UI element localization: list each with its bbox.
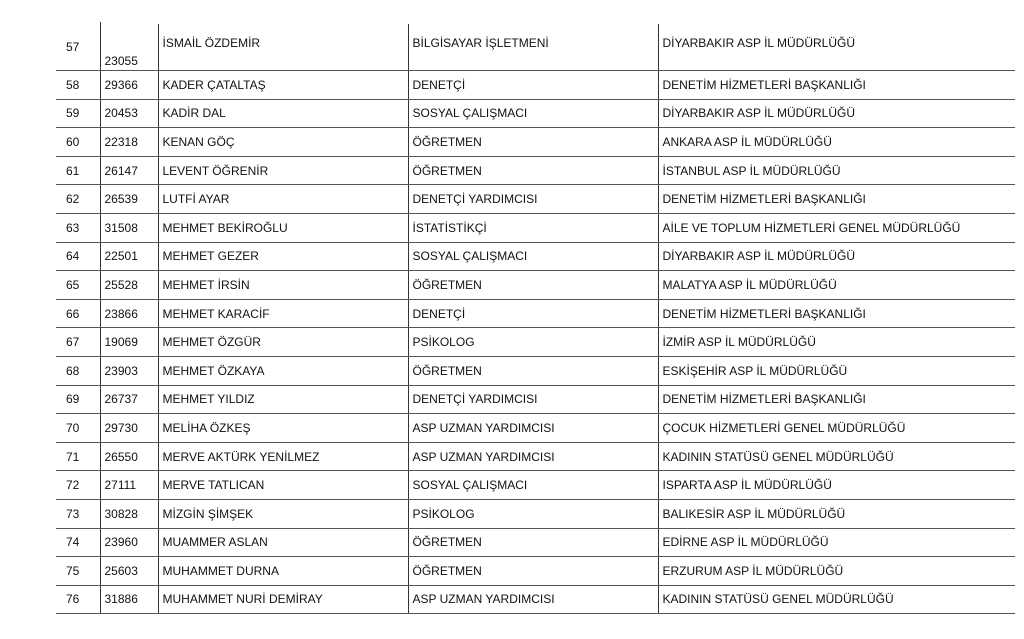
table-row bbox=[56, 242, 1015, 271]
person-name: İSMAİL ÖZDEMİR bbox=[158, 24, 408, 71]
table-row bbox=[56, 156, 1015, 185]
row-number: 70 bbox=[56, 414, 100, 443]
table-row bbox=[56, 271, 1015, 300]
registry-number: 31508 bbox=[100, 213, 158, 242]
job-title: SOSYAL ÇALIŞMACI bbox=[408, 99, 658, 128]
job-title: ÖĞRETMEN bbox=[408, 528, 658, 557]
job-title: DENETÇİ YARDIMCISI bbox=[408, 385, 658, 414]
work-unit: İZMİR ASP İL MÜDÜRLÜĞÜ bbox=[658, 328, 1015, 357]
table-row bbox=[56, 99, 1015, 128]
registry-number: 22501 bbox=[100, 242, 158, 271]
table-row bbox=[56, 71, 1015, 100]
registry-number: 26147 bbox=[100, 156, 158, 185]
row-number: 74 bbox=[56, 528, 100, 557]
table-row bbox=[56, 585, 1015, 614]
job-title: ASP UZMAN YARDIMCISI bbox=[408, 442, 658, 471]
work-unit: DENETİM HİZMETLERİ BAŞKANLIĞI bbox=[658, 385, 1015, 414]
registry-number: 31886 bbox=[100, 585, 158, 614]
row-number: 58 bbox=[56, 71, 100, 100]
registry-number: 26550 bbox=[100, 442, 158, 471]
work-unit: ÇOCUK HİZMETLERİ GENEL MÜDÜRLÜĞÜ bbox=[658, 414, 1015, 443]
job-title: DENETÇİ YARDIMCISI bbox=[408, 185, 658, 214]
table-row bbox=[56, 128, 1015, 157]
row-number: 63 bbox=[56, 213, 100, 242]
table-row bbox=[56, 299, 1015, 328]
job-title: BİLGİSAYAR İŞLETMENİ bbox=[408, 24, 658, 71]
person-name: LUTFİ AYAR bbox=[158, 185, 408, 214]
person-name: MEHMET İRSİN bbox=[158, 271, 408, 300]
person-name: MEHMET YILDIZ bbox=[158, 385, 408, 414]
person-name: KADER ÇATALTAŞ bbox=[158, 71, 408, 100]
person-name: KADİR DAL bbox=[158, 99, 408, 128]
personnel-table-body bbox=[56, 24, 1015, 614]
registry-number: 30828 bbox=[100, 499, 158, 528]
row-number: 59 bbox=[56, 99, 100, 128]
table-row bbox=[56, 385, 1015, 414]
registry-number: 25603 bbox=[100, 557, 158, 586]
person-name: MUHAMMET NURİ DEMİRAY bbox=[158, 585, 408, 614]
work-unit: İSTANBUL ASP İL MÜDÜRLÜĞÜ bbox=[658, 156, 1015, 185]
job-title: ÖĞRETMEN bbox=[408, 128, 658, 157]
person-name: MUAMMER ASLAN bbox=[158, 528, 408, 557]
job-title: ÖĞRETMEN bbox=[408, 356, 658, 385]
job-title: ÖĞRETMEN bbox=[408, 271, 658, 300]
table-row bbox=[56, 213, 1015, 242]
job-title: İSTATİSTİKÇİ bbox=[408, 213, 658, 242]
work-unit: MALATYA ASP İL MÜDÜRLÜĞÜ bbox=[658, 271, 1015, 300]
work-unit: ANKARA ASP İL MÜDÜRLÜĞÜ bbox=[658, 128, 1015, 157]
job-title: ASP UZMAN YARDIMCISI bbox=[408, 585, 658, 614]
person-name: MİZGİN ŞİMŞEK bbox=[158, 499, 408, 528]
registry-number: 19069 bbox=[100, 328, 158, 357]
work-unit: KADININ STATÜSÜ GENEL MÜDÜRLÜĞÜ bbox=[658, 585, 1015, 614]
work-unit: KADININ STATÜSÜ GENEL MÜDÜRLÜĞÜ bbox=[658, 442, 1015, 471]
work-unit: DENETİM HİZMETLERİ BAŞKANLIĞI bbox=[658, 185, 1015, 214]
job-title: SOSYAL ÇALIŞMACI bbox=[408, 471, 658, 500]
registry-number: 27111 bbox=[100, 471, 158, 500]
work-unit: BALIKESİR ASP İL MÜDÜRLÜĞÜ bbox=[658, 499, 1015, 528]
table-row bbox=[56, 356, 1015, 385]
row-number: 76 bbox=[56, 585, 100, 614]
job-title: SOSYAL ÇALIŞMACI bbox=[408, 242, 658, 271]
person-name: MEHMET ÖZGÜR bbox=[158, 328, 408, 357]
work-unit: DİYARBAKIR ASP İL MÜDÜRLÜĞÜ bbox=[658, 99, 1015, 128]
table-row bbox=[56, 499, 1015, 528]
registry-number: 23903 bbox=[100, 356, 158, 385]
table-row bbox=[56, 24, 1015, 71]
table-row bbox=[56, 442, 1015, 471]
job-title: ÖĞRETMEN bbox=[408, 156, 658, 185]
person-name: MERVE AKTÜRK YENİLMEZ bbox=[158, 442, 408, 471]
job-title: PSİKOLOG bbox=[408, 328, 658, 357]
row-number: 66 bbox=[56, 299, 100, 328]
job-title: ÖĞRETMEN bbox=[408, 557, 658, 586]
work-unit: ISPARTA ASP İL MÜDÜRLÜĞÜ bbox=[658, 471, 1015, 500]
table-row bbox=[56, 328, 1015, 357]
person-name: MUHAMMET DURNA bbox=[158, 557, 408, 586]
work-unit: DİYARBAKIR ASP İL MÜDÜRLÜĞÜ bbox=[658, 242, 1015, 271]
work-unit: DİYARBAKIR ASP İL MÜDÜRLÜĞÜ bbox=[658, 24, 1015, 71]
person-name: MEHMET ÖZKAYA bbox=[158, 356, 408, 385]
row-number: 73 bbox=[56, 499, 100, 528]
row-number: 61 bbox=[56, 156, 100, 185]
work-unit: EDİRNE ASP İL MÜDÜRLÜĞÜ bbox=[658, 528, 1015, 557]
row-number: 68 bbox=[56, 356, 100, 385]
job-title: PSİKOLOG bbox=[408, 499, 658, 528]
work-unit: AİLE VE TOPLUM HİZMETLERİ GENEL MÜDÜRLÜĞÜ bbox=[658, 213, 1015, 242]
table-row bbox=[56, 414, 1015, 443]
row-number: 64 bbox=[56, 242, 100, 271]
registry-number: 26737 bbox=[100, 385, 158, 414]
person-name: MEHMET GEZER bbox=[158, 242, 408, 271]
work-unit: DENETİM HİZMETLERİ BAŞKANLIĞI bbox=[658, 71, 1015, 100]
registry-number: 29730 bbox=[100, 414, 158, 443]
person-name: MEHMET BEKİROĞLU bbox=[158, 213, 408, 242]
work-unit: ERZURUM ASP İL MÜDÜRLÜĞÜ bbox=[658, 557, 1015, 586]
registry-number: 29366 bbox=[100, 71, 158, 100]
row-number: 57 bbox=[56, 24, 100, 71]
row-number: 67 bbox=[56, 328, 100, 357]
job-title: DENETÇİ bbox=[408, 299, 658, 328]
work-unit: DENETİM HİZMETLERİ BAŞKANLIĞI bbox=[658, 299, 1015, 328]
row-number: 75 bbox=[56, 557, 100, 586]
row-number: 69 bbox=[56, 385, 100, 414]
personnel-table bbox=[56, 24, 1015, 614]
registry-number: 22318 bbox=[100, 128, 158, 157]
person-name: MERVE TATLICAN bbox=[158, 471, 408, 500]
person-name: LEVENT ÖĞRENİR bbox=[158, 156, 408, 185]
table-row bbox=[56, 528, 1015, 557]
row-number: 71 bbox=[56, 442, 100, 471]
table-row bbox=[56, 471, 1015, 500]
table-row bbox=[56, 185, 1015, 214]
work-unit: ESKİŞEHİR ASP İL MÜDÜRLÜĞÜ bbox=[658, 356, 1015, 385]
registry-number: 23866 bbox=[100, 299, 158, 328]
person-name: MELİHA ÖZKEŞ bbox=[158, 414, 408, 443]
registry-number: 20453 bbox=[100, 99, 158, 128]
row-number: 65 bbox=[56, 271, 100, 300]
person-name: MEHMET KARACİF bbox=[158, 299, 408, 328]
row-number: 60 bbox=[56, 128, 100, 157]
row-number: 72 bbox=[56, 471, 100, 500]
registry-number: 23960 bbox=[100, 528, 158, 557]
job-title: ASP UZMAN YARDIMCISI bbox=[408, 414, 658, 443]
job-title: DENETÇİ bbox=[408, 71, 658, 100]
person-name: KENAN GÖÇ bbox=[158, 128, 408, 157]
row-number: 62 bbox=[56, 185, 100, 214]
registry-number: 23055 bbox=[100, 24, 158, 71]
table-row bbox=[56, 557, 1015, 586]
registry-number: 25528 bbox=[100, 271, 158, 300]
registry-number: 26539 bbox=[100, 185, 158, 214]
